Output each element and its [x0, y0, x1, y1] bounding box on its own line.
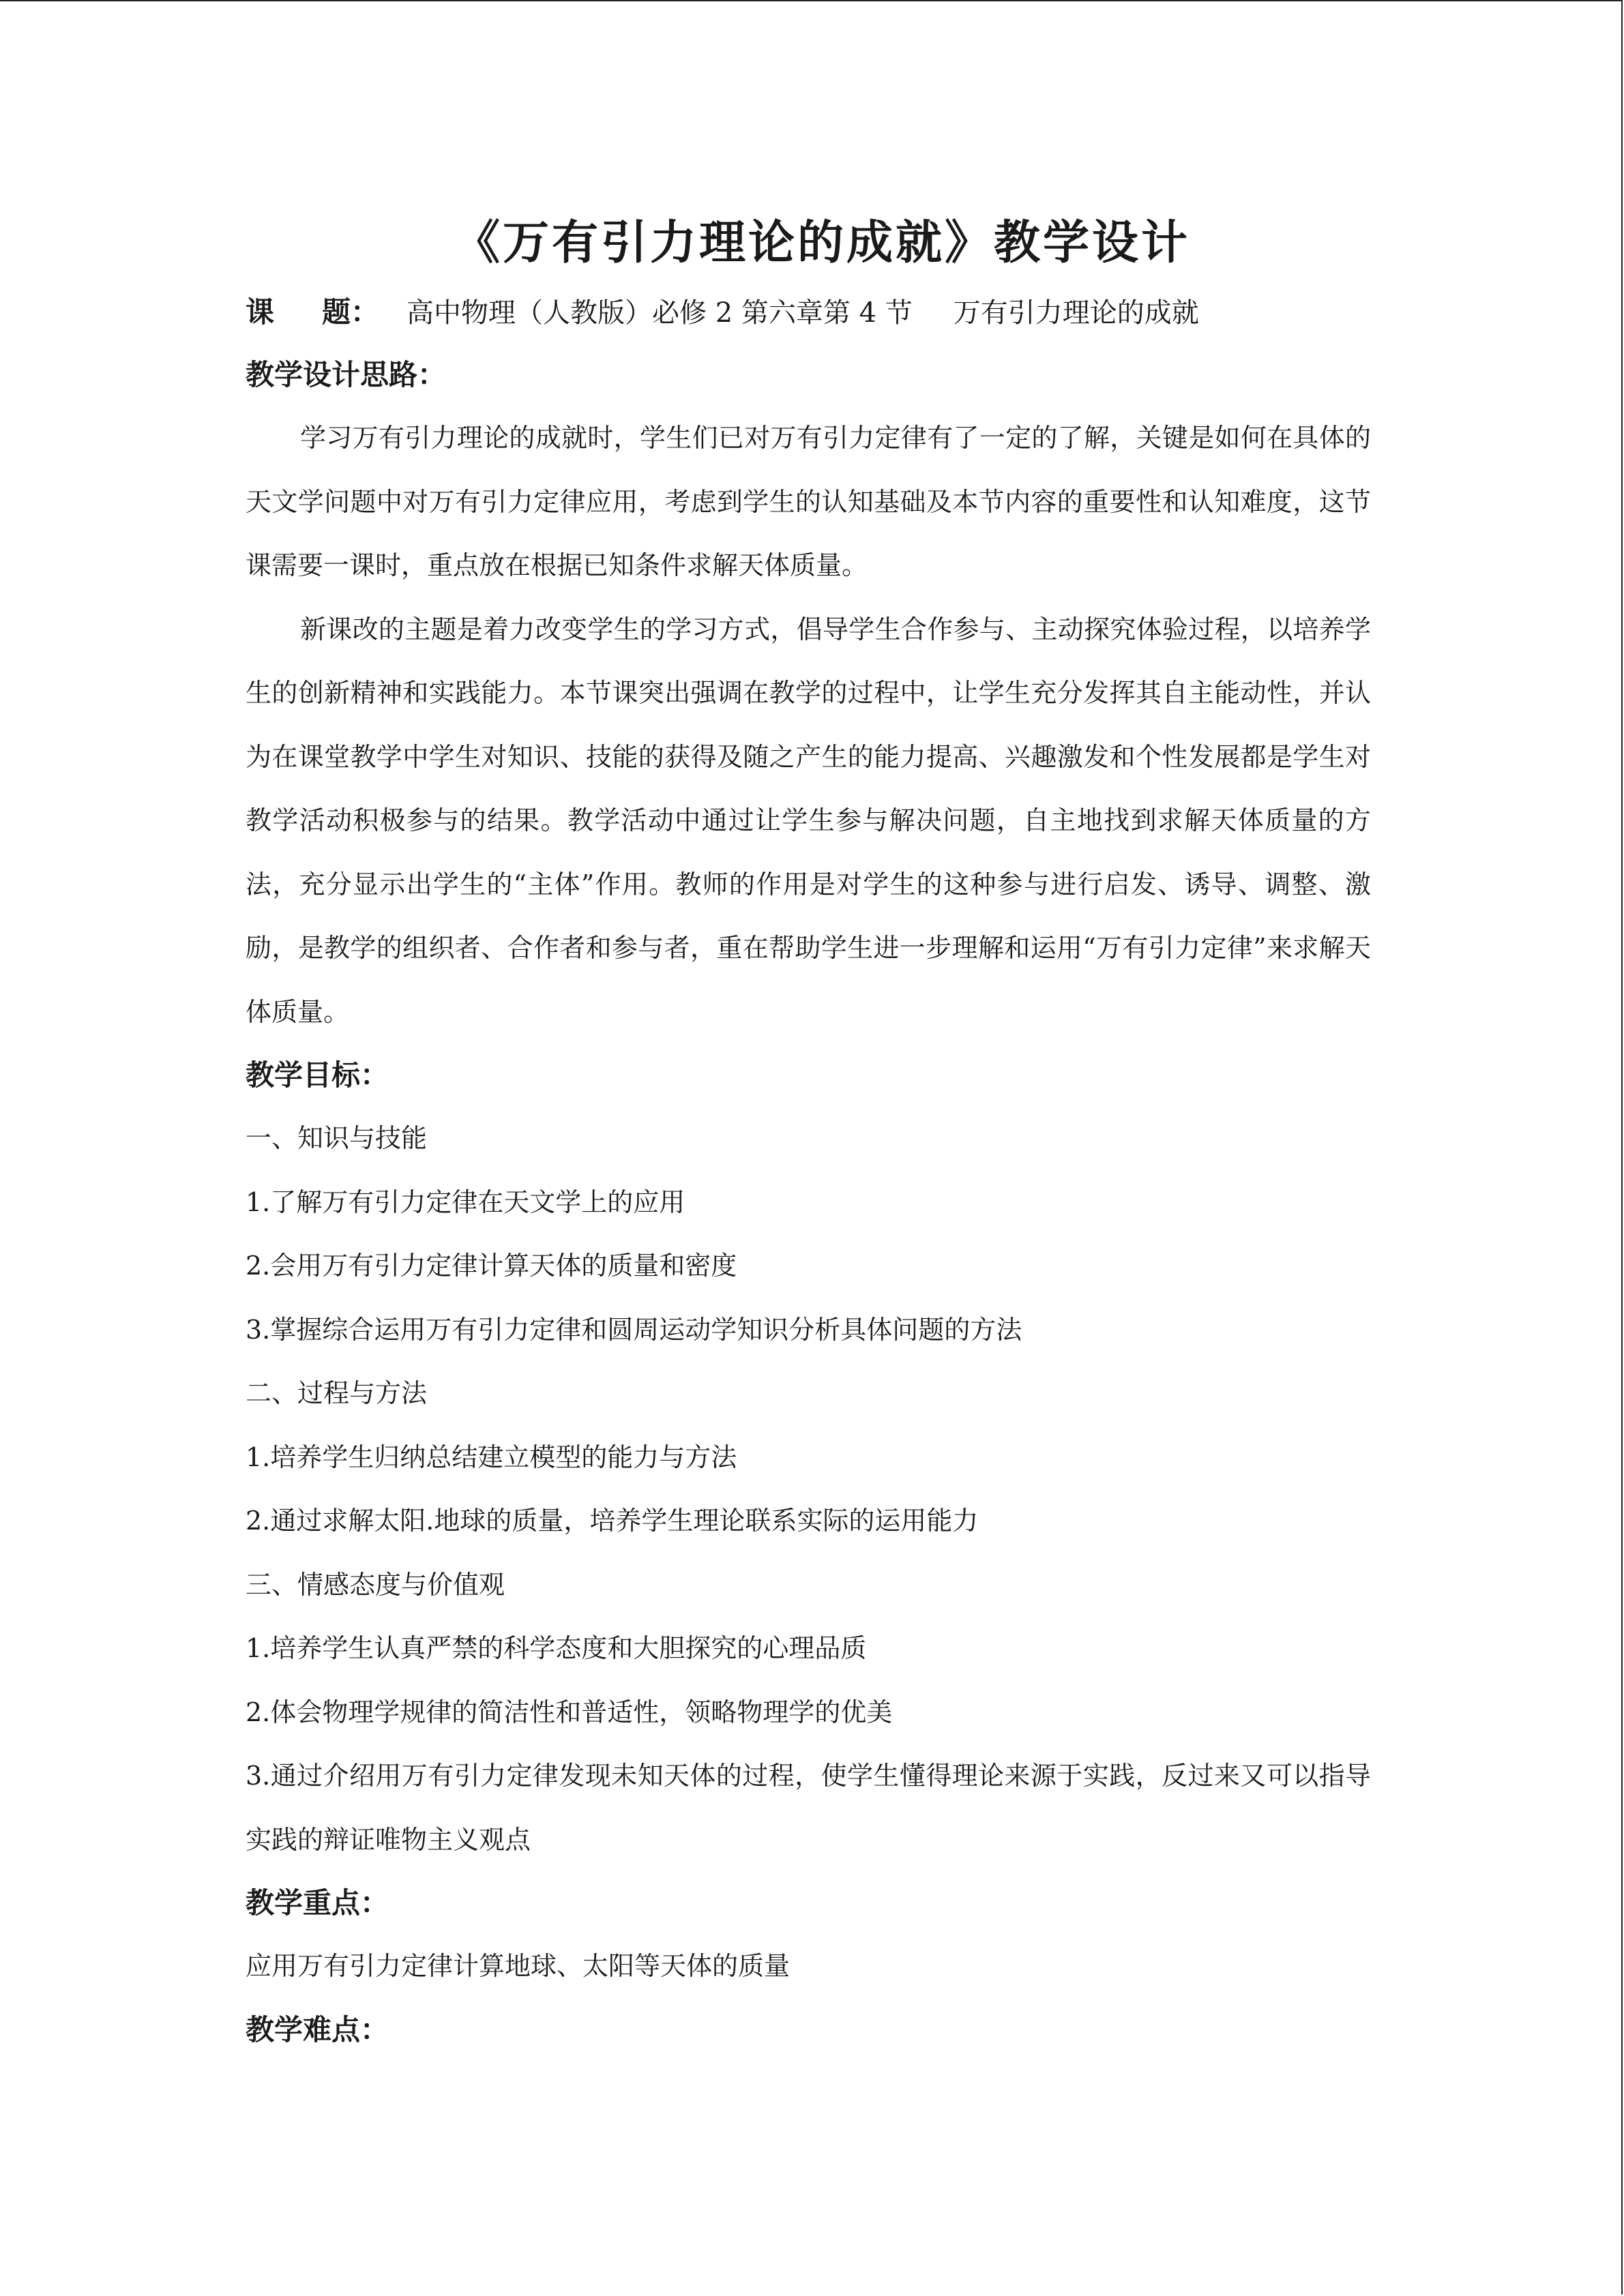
objective-section-title: 一、知识与技能	[246, 1123, 428, 1153]
objective-item: 1.了解万有引力定律在天文学上的应用	[246, 1187, 685, 1217]
objectives-heading: 教学目标：	[246, 1058, 389, 1092]
objective-item: 3.通过介绍用万有引力定律发现未知天体的过程，使学生懂得理论来源于实践，反过来又可以指导实践的辩证唯物主义观点	[246, 1761, 1371, 1855]
objective-item: 2.体会物理学规律的简洁性和普适性，领略物理学的优美	[246, 1697, 893, 1727]
objective-section-title: 二、过程与方法	[246, 1378, 428, 1408]
objective-item: 1.培养学生归纳总结建立模型的能力与方法	[246, 1442, 737, 1472]
document-body	[246, 205, 1371, 2061]
objective-section-title: 三、情感态度与价值观	[246, 1569, 505, 1600]
topic-label: 课 题：	[246, 295, 380, 329]
objective-item: 1.培养学生认真严禁的科学态度和大胆探究的心理品质	[246, 1633, 867, 1663]
objective-item: 2.会用万有引力定律计算天体的质量和密度	[246, 1251, 737, 1281]
difficulty-heading: 教学难点：	[246, 2012, 389, 2046]
document-title: 《万有引力理论的成就》教学设计	[453, 215, 1190, 270]
topic-value-2: 万有引力理论的成就	[953, 297, 1199, 329]
topic-value: 高中物理（人教版）必修 2 第六章第 4 节	[407, 297, 913, 329]
design-idea-paragraph-2: 新课改的主题是着力改变学生的学习方式，倡导学生合作参与、主动探究体验过程，以培养学生的创新精神和实践能力。本节课突出强调在教学的过程中，让学生充分发挥其自主能动性，并认为在课堂教学中学生对知识、技能的获得及随之产生的能力提高、兴趣激发和个性发展都是学生对教学活动积极参与的结果。教学活动中通过让学生参与解决问题，自主地找到求解天体质量的方法，充分显示出学生的“主体”作用。教师的作用是对学生的这种参与进行启发、诱导、调整、激励，是教学的组织者、合作者和参与者，重在帮助学生进一步理解和运用“万有引力定律”来求解天体质量。	[246, 614, 1371, 1027]
objective-item: 2.通过求解太阳.地球的质量，培养学生理论联系实际的运用能力	[246, 1506, 979, 1536]
topic-line	[246, 281, 1371, 344]
objective-item: 3.掌握综合运用万有引力定律和圆周运动学知识分析具体问题的方法	[246, 1314, 1022, 1345]
design-idea-paragraph-1: 学习万有引力理论的成就时，学生们已对万有引力定律有了一定的了解，关键是如何在具体的天文学问题中对万有引力定律应用，考虑到学生的认知基础及本节内容的重要性和认知难度，这节课需要一课时，重点放在根据已知条件求解天体质量。	[246, 423, 1371, 580]
design-idea-heading: 教学设计思路：	[246, 358, 447, 391]
key-point-text: 应用万有引力定律计算地球、太阳等天体的质量	[246, 1951, 791, 1981]
key-point-heading: 教学重点：	[246, 1886, 389, 1920]
